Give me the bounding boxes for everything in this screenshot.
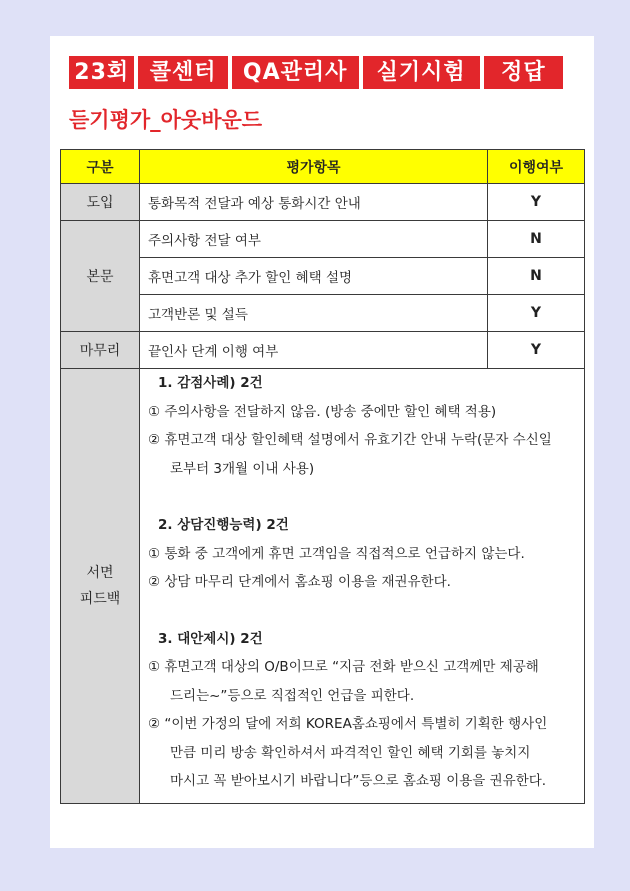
row-result: N <box>488 258 585 295</box>
feedback-line: 로부터 3개월 이내 사용) <box>170 460 315 477</box>
feedback-line: 만큼 미리 방송 확인하셔서 파격적인 할인 혜택 기회를 놓치지 <box>170 744 531 761</box>
row-result: Y <box>488 184 585 221</box>
feedback-line: ② 휴면고객 대상 할인혜택 설명에서 유효기간 안내 누락(문자 수신일 <box>148 432 552 448</box>
row-item: 고객반론 및 설득 <box>140 295 488 332</box>
row-result: Y <box>488 332 585 369</box>
subtitle: 듣기평가_아웃바운드 <box>69 108 263 132</box>
title-segment: 정답 <box>484 56 563 89</box>
row-item: 통화목적 전달과 예상 통화시간 안내 <box>140 184 488 221</box>
section-heading: 1. 감점사례) 2건 <box>158 375 263 391</box>
title-segment: QA관리사 <box>232 56 359 89</box>
feedback-row <box>61 369 585 804</box>
row-item: 휴면고객 대상 추가 할인 혜택 설명 <box>140 258 488 295</box>
document-page <box>50 36 594 848</box>
section-spacer <box>148 597 576 625</box>
feedback-label-line: 피드백 <box>79 591 121 607</box>
feedback-line: ① 휴면고객 대상의 O/B이므로 “지금 전화 받으신 고객께만 제공해 <box>148 659 539 675</box>
feedback-label-line: 서면 <box>86 565 114 581</box>
section-heading: 2. 상담진행능력) 2건 <box>158 517 289 533</box>
table-row <box>61 332 585 369</box>
title-banner <box>69 56 563 89</box>
title-segment: 23회 <box>69 56 134 89</box>
row-item: 주의사항 전달 여부 <box>140 221 488 258</box>
section-heading: 3. 대안제시) 2건 <box>158 630 263 647</box>
row-result: N <box>488 221 585 258</box>
row-category: 본문 <box>61 221 140 332</box>
feedback-line: ① 통화 중 고객에게 휴면 고객임을 직접적으로 언급하지 않는다. <box>148 545 525 562</box>
title-segment: 실기시험 <box>363 56 480 89</box>
table-row <box>61 184 585 221</box>
section-spacer <box>148 483 576 511</box>
feedback-body <box>140 369 585 804</box>
feedback-line: 드리는~”등으로 직접적인 언급을 피한다. <box>170 687 415 704</box>
feedback-line: ② “이번 가정의 달에 저희 KOREA홈쇼핑에서 특별히 기획한 행사인 <box>148 716 548 732</box>
row-category: 도입 <box>61 184 140 221</box>
feedback-line: ② 상담 마무리 단계에서 홈쇼핑 이용을 재권유한다. <box>148 574 451 590</box>
header-category: 구분 <box>61 150 140 184</box>
row-item: 끝인사 단계 이행 여부 <box>140 332 488 369</box>
table-row <box>61 258 585 295</box>
row-category: 마무리 <box>61 332 140 369</box>
table-row <box>61 221 585 258</box>
feedback-label <box>61 369 140 804</box>
evaluation-table <box>60 149 585 804</box>
table-row <box>61 295 585 332</box>
header-item: 평가항목 <box>140 150 488 184</box>
feedback-line: 마시고 꼭 받아보시기 바랍니다”등으로 홈쇼핑 이용을 권유한다. <box>170 773 547 789</box>
feedback-line: ① 주의사항을 전달하지 않음. (방송 중에만 할인 혜택 적용) <box>148 403 497 420</box>
table-header-row <box>61 150 585 184</box>
row-result: Y <box>488 295 585 332</box>
title-segment: 콜센터 <box>138 56 227 89</box>
header-result: 이행여부 <box>488 150 585 184</box>
